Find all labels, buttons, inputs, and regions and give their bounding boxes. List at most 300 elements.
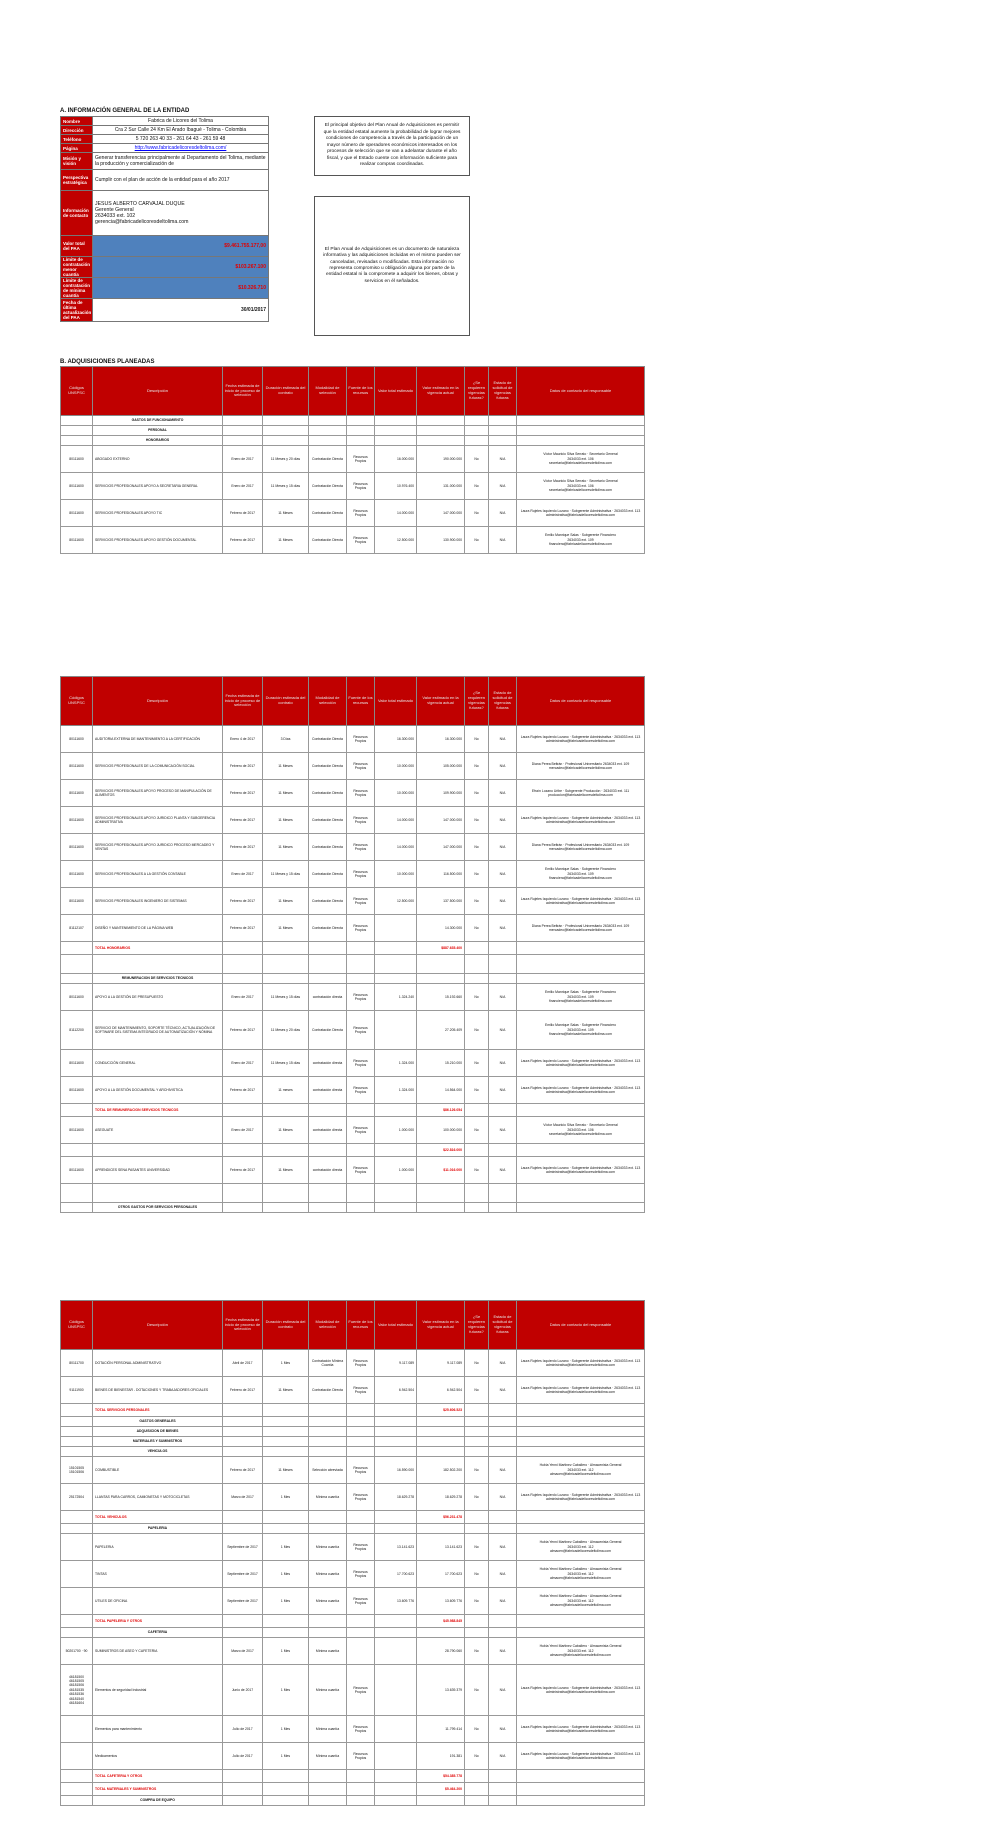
future-vigencias: No [465, 780, 489, 807]
vigencias-status: N/A [489, 1157, 517, 1184]
blank-cell [61, 1524, 93, 1534]
blank-cell [465, 1404, 489, 1417]
future-vigencias: No [465, 726, 489, 753]
funding-source: Recursos Propios [347, 861, 375, 888]
funding-source: Recursos Propios [347, 1350, 375, 1377]
blank-cell [93, 955, 223, 974]
blank-cell [223, 942, 263, 955]
blank-cell [517, 942, 645, 955]
modality: Mínima cuantía [309, 1716, 347, 1743]
blank-cell [417, 1437, 465, 1447]
current-value: 109.900.000 [417, 780, 465, 807]
blank-cell [223, 1144, 263, 1157]
duration: 11 meses [263, 1077, 309, 1104]
description: SERVICIOS PROFESIONALES A LA GESTIÓN CONTABLE [93, 861, 223, 888]
description: PAPELERIA [93, 1534, 223, 1561]
blank-cell [263, 974, 309, 984]
blank-cell [417, 1796, 465, 1806]
info-label: Perspectiva estratégica [61, 170, 93, 191]
blank-cell [223, 1524, 263, 1534]
total-label [93, 1144, 223, 1157]
total-value: $86.126.054 [417, 1104, 465, 1117]
start-date: Febrero de 2017 [223, 1157, 263, 1184]
start-date: Enero de 2017 [223, 473, 263, 500]
blank-cell [517, 1427, 645, 1437]
blank-cell [347, 1511, 375, 1524]
acquisition-row [61, 726, 645, 753]
vigencias-status: N/A [489, 473, 517, 500]
info-row [61, 135, 269, 144]
duration: 11 Meses y 15 días [263, 984, 309, 1011]
blank-cell [489, 1770, 517, 1783]
unspsc-code: 80111600 [61, 807, 93, 834]
blank-cell [223, 1783, 263, 1796]
blank-cell [263, 426, 309, 436]
blank-cell [263, 1417, 309, 1427]
blank-cell [309, 1783, 347, 1796]
duration: 11 Meses y 15 días [263, 473, 309, 500]
start-date: Enero 4 de 2017 [223, 726, 263, 753]
blank-cell [517, 1447, 645, 1457]
current-value: 16.300.000 [417, 726, 465, 753]
funding-source: Recursos Propios [347, 726, 375, 753]
blank-cell [61, 1796, 93, 1806]
current-value: 100.000.000 [417, 1117, 465, 1144]
start-date: Septiembre de 2017 [223, 1534, 263, 1561]
blank-cell [223, 1511, 263, 1524]
blank-cell [61, 1104, 93, 1117]
blank-cell [263, 1437, 309, 1447]
acquisition-row [61, 527, 645, 554]
blank-cell [347, 1524, 375, 1534]
blank-cell [465, 1447, 489, 1457]
table-header [61, 1301, 645, 1350]
funding-source: Recursos Propios [347, 1484, 375, 1511]
total-value: 1.000.000 [375, 1117, 417, 1144]
blank-cell [375, 416, 417, 426]
total-value: 12.500.000 [375, 527, 417, 554]
start-date: Febrero de 2017 [223, 888, 263, 915]
blank-cell [347, 974, 375, 984]
funding-source: Recursos Propios [347, 780, 375, 807]
blank-cell [517, 1203, 645, 1213]
funding-source: Recursos Propios [347, 1377, 375, 1404]
acquisition-row [61, 500, 645, 527]
column-header: Fecha estimada de inicio de proceso de selección [223, 677, 263, 726]
subheading-label: ADQUISICION DE BIENES [93, 1427, 223, 1437]
blank-cell [223, 1796, 263, 1806]
modality: Mínima cuantía [309, 1743, 347, 1770]
modality: contratación directa [309, 1050, 347, 1077]
blank-cell [517, 1404, 645, 1417]
acquisition-row [61, 1561, 645, 1588]
blank-cell [465, 1615, 489, 1628]
info-row [61, 299, 269, 322]
column-header: Datos de contacto del responsable [517, 677, 645, 726]
blank-cell [347, 426, 375, 436]
blank-cell [517, 1184, 645, 1203]
blank-cell [417, 426, 465, 436]
modality: Contratación Directa [309, 834, 347, 861]
total-row [61, 1783, 645, 1796]
description: SERVICIOS PROFESIONALES APOYO TIC [93, 500, 223, 527]
funding-source: Recursos Propios [347, 915, 375, 942]
total-value: 14.000.000 [375, 500, 417, 527]
blank-cell [263, 1203, 309, 1213]
blank-cell [223, 1770, 263, 1783]
funding-source: Recursos Propios [347, 1050, 375, 1077]
future-vigencias: No [465, 527, 489, 554]
acquisition-row [61, 1011, 645, 1050]
info-value[interactable]: http://www.fabricadelicoresdeltolima.com/ [93, 144, 269, 153]
blank-cell [61, 1144, 93, 1157]
funding-source: Recursos Propios [347, 807, 375, 834]
modality: Mínima cuantía [309, 1588, 347, 1615]
blank-cell [517, 416, 645, 426]
total-value: 1.000.000 [375, 1157, 417, 1184]
acquisition-row [61, 861, 645, 888]
column-header: Valor total estimado [375, 367, 417, 416]
unspsc-code: 81112107 [61, 915, 93, 942]
total-label: TOTAL VEHICULOS [93, 1511, 223, 1524]
acquisitions-table-1 [60, 366, 645, 554]
blank-cell [517, 1144, 645, 1157]
duration: 11 Meses [263, 1457, 309, 1484]
blank-cell [223, 1417, 263, 1427]
total-row [61, 942, 645, 955]
modality: Contratación Directa [309, 861, 347, 888]
unspsc-code: 80111600 [61, 726, 93, 753]
blank-cell [417, 1447, 465, 1457]
info-value: Cra 2 Sur Calle 24 Km El Arado Ibagué - Tolima - Colombia [93, 126, 269, 135]
blank-cell [263, 1524, 309, 1534]
info-row [61, 278, 269, 299]
blank-cell [489, 1203, 517, 1213]
contact: Emilio Manrique Salas · Subgerente Financiero 2634033 ext. 109 financiera@fabricadelicoresdeltolima.com [517, 1011, 645, 1050]
total-value: $56.231.478 [417, 1511, 465, 1524]
blank-cell [309, 1770, 347, 1783]
blank-cell [347, 942, 375, 955]
duration: 11 Meses y 15 días [263, 1050, 309, 1077]
acquisition-row [61, 1050, 645, 1077]
vigencias-status: N/A [489, 1077, 517, 1104]
blank-cell [347, 1184, 375, 1203]
blank-cell [61, 1447, 93, 1457]
column-header: Códigos UNSPSC [61, 1301, 93, 1350]
modality: Contratación Directa [309, 915, 347, 942]
blank-cell [465, 1796, 489, 1806]
subheading-label: OTROS GASTOS POR SERVICIOS PERSONALES [93, 1203, 223, 1213]
modality: Mínima cuantía [309, 1665, 347, 1716]
funding-source: Recursos Propios [347, 1534, 375, 1561]
subheading-row [61, 436, 645, 446]
total-label: TOTAL MATERIALES Y SUMINISTROS [93, 1783, 223, 1796]
current-value: $11.016.000 [417, 1157, 465, 1184]
blank-cell [375, 1511, 417, 1524]
blank-cell [375, 1783, 417, 1796]
funding-source: Recursos Propios [347, 1157, 375, 1184]
info-label: Fecha de última actualización del PAA [61, 299, 93, 322]
blank-cell [417, 1524, 465, 1534]
info-label: Límite de contratación de mínima cuantía [61, 278, 93, 299]
duration: 1 Mes [263, 1588, 309, 1615]
blank-cell [489, 1417, 517, 1427]
blank-cell [517, 1417, 645, 1427]
contact: Laura Rujeles Izquierdo Lozano · Subgerente Administrativa · 2634033 ext. 113 administrativa@fabricadelicoresdeltolima.com [517, 1050, 645, 1077]
blank-cell [465, 1203, 489, 1213]
total-label: TOTAL DE REMUNERACION SERVICIOS TECNICOS [93, 1104, 223, 1117]
description: APOYO A LA GESTIÓN DOCUMENTAL Y ARCHIVISTICA [93, 1077, 223, 1104]
blank-cell [309, 1427, 347, 1437]
start-date: Abril de 2017 [223, 1350, 263, 1377]
total-value: 13.609.776 [375, 1588, 417, 1615]
vigencias-status: N/A [489, 527, 517, 554]
vigencias-status: N/A [489, 984, 517, 1011]
blank-cell [489, 1511, 517, 1524]
blank-cell [309, 1184, 347, 1203]
subheading-label: MATERIALES Y SUMINISTROS [93, 1437, 223, 1447]
modality: Contratación Directa [309, 807, 347, 834]
start-date: Febrero de 2017 [223, 807, 263, 834]
table-header [61, 677, 645, 726]
blank-cell [465, 1524, 489, 1534]
unspsc-code: 80111700 [61, 1350, 93, 1377]
subheading-row [61, 1796, 645, 1806]
blank-cell [223, 1104, 263, 1117]
blank-cell [347, 1437, 375, 1447]
acquisition-row [61, 915, 645, 942]
blank-cell [61, 1770, 93, 1783]
info-value: $103.267.100 [93, 257, 269, 278]
subheading-label: GASTOS GENERALES [93, 1417, 223, 1427]
blank-cell [465, 1427, 489, 1437]
blank-cell [347, 1783, 375, 1796]
blank-cell [517, 974, 645, 984]
info-row [61, 170, 269, 191]
vigencias-status: N/A [489, 1534, 517, 1561]
duration: 11 Meses [263, 1377, 309, 1404]
blank-cell [465, 1437, 489, 1447]
blank-cell [347, 1104, 375, 1117]
funding-source: Recursos Propios [347, 1077, 375, 1104]
duration: 1 Mes [263, 1716, 309, 1743]
total-value: 16.300.000 [375, 726, 417, 753]
description: APOYO A LA GESTIÓN DE PRESUPUESTO [93, 984, 223, 1011]
vigencias-status: N/A [489, 500, 517, 527]
blank-cell [263, 1404, 309, 1417]
blank-cell [61, 426, 93, 436]
column-header: Modalidad de selección [309, 1301, 347, 1350]
description: LLANTAS PARA CARROS, CAMIONETAS Y MOTOCICLETAS [93, 1484, 223, 1511]
column-header: Valor estimado en la vigencia actual [417, 677, 465, 726]
total-value [375, 1011, 417, 1050]
unspsc-code: 80111600 [61, 780, 93, 807]
contact: Hubia Yenni Martinez Caballero · Almacenista General 2634033 ext. 112 almacen@fabricadelicoresdeltolima.com [517, 1457, 645, 1484]
blank-cell [489, 1796, 517, 1806]
blank-cell [61, 1628, 93, 1638]
column-header: Fecha estimada de inicio de proceso de selección [223, 1301, 263, 1350]
unspsc-code: 80111600 [61, 984, 93, 1011]
blank-cell [465, 1184, 489, 1203]
acquisition-row [61, 807, 645, 834]
blank-cell [465, 974, 489, 984]
total-label: TOTAL CAFETERIA Y OTROS [93, 1770, 223, 1783]
acquisition-row [61, 1077, 645, 1104]
start-date: Febrero de 2017 [223, 915, 263, 942]
current-value: 6.942.504 [417, 1377, 465, 1404]
modality: contratación directa [309, 984, 347, 1011]
blank-cell [375, 426, 417, 436]
subheading-row [61, 426, 645, 436]
future-vigencias: No [465, 473, 489, 500]
blank-cell [223, 1184, 263, 1203]
acquisition-row [61, 834, 645, 861]
current-value: 13.141.623 [417, 1534, 465, 1561]
start-date: Junio de 2017 [223, 1665, 263, 1716]
duration: 3 Días [263, 726, 309, 753]
duration: 11 Meses [263, 834, 309, 861]
unspsc-code: 80111600 [61, 888, 93, 915]
future-vigencias: No [465, 1561, 489, 1588]
contact: Diana Perea Beltrán · Profesional Universitario 2634033 ext. 109 mercadeo@fabricadelicoresdeltolima.com [517, 753, 645, 780]
description: DOTACIÓN PERSONAL ADMINISTRATIVO [93, 1350, 223, 1377]
acquisition-row [61, 1117, 645, 1144]
column-header: Datos de contacto del responsable [517, 1301, 645, 1350]
contact: Laura Rujeles Izquierdo Lozano · Subgerente Administrativa · 2634033 ext. 113 administrativa@fabricadelicoresdeltolima.com [517, 1077, 645, 1104]
blank-cell [309, 1447, 347, 1457]
future-vigencias: No [465, 1117, 489, 1144]
acquisition-row [61, 1588, 645, 1615]
funding-source: Recursos Propios [347, 1716, 375, 1743]
vigencias-status: N/A [489, 1050, 517, 1077]
blank-cell [61, 1404, 93, 1417]
future-vigencias: No [465, 1157, 489, 1184]
vigencias-status: N/A [489, 1588, 517, 1615]
funding-source: Recursos Propios [347, 500, 375, 527]
subheading-label: REMUNERACION DE SERVICIOS TECNICOS [93, 974, 223, 984]
future-vigencias: No [465, 1077, 489, 1104]
funding-source: Recursos Propios [347, 1588, 375, 1615]
vigencias-status: N/A [489, 1743, 517, 1770]
column-header: Estado de solicitud de vigencias futuras [489, 677, 517, 726]
column-header: ¿Se requieren vigencias futuras? [465, 677, 489, 726]
funding-source: Recursos Propios [347, 753, 375, 780]
description: SERVICIOS PROFESIONALES DE LA COMUNICACIÓN SOCIAL [93, 753, 223, 780]
blank-cell [489, 1404, 517, 1417]
description: ABOGADO EXTERNO [93, 446, 223, 473]
current-value: 9.117.089 [417, 1350, 465, 1377]
blank-cell [489, 436, 517, 446]
blank-cell [263, 1184, 309, 1203]
start-date: Febrero de 2017 [223, 834, 263, 861]
info-value: 5 720 263 40 33 - 261 64 43 - 261 59 48 [93, 135, 269, 144]
start-date: Enero de 2017 [223, 1117, 263, 1144]
acquisition-row [61, 888, 645, 915]
current-value: 11.799.414 [417, 1716, 465, 1743]
vigencias-status: N/A [489, 834, 517, 861]
blank-cell [465, 1511, 489, 1524]
current-value: 137.500.000 [417, 888, 465, 915]
blank-cell [517, 1796, 645, 1806]
current-value: 14.300.000 [417, 915, 465, 942]
total-value [375, 1743, 417, 1770]
paa-disclaimer-note: El Plan Anual de Adquisiciones es un documento de naturaleza informativa y las adquisiciones incluidas en el mismo pueden ser canceladas, revisadas o modificadas. Esta información no representa compromiso u obligación alguna por parte de la entidad estatal ni la compromete a adquirir los bienes, obras y servicios en él señalados. [314, 196, 470, 336]
future-vigencias: No [465, 1484, 489, 1511]
blank-cell [309, 1524, 347, 1534]
blank-cell [347, 1404, 375, 1417]
unspsc-code [61, 1588, 93, 1615]
total-row [61, 1404, 645, 1417]
blank-cell [263, 416, 309, 426]
current-value: 191.381 [417, 1743, 465, 1770]
funding-source: Recursos Propios [347, 446, 375, 473]
funding-source: Recursos Propios [347, 1561, 375, 1588]
vigencias-status: N/A [489, 753, 517, 780]
vigencias-status: N/A [489, 726, 517, 753]
duration: 11 Meses y 20 días [263, 446, 309, 473]
contact: Efraín Lozano Uribe · Subgerente Producción · 2634033 ext. 111 produccion@fabricadelicoresdeltolima.com [517, 780, 645, 807]
start-date: Julio de 2017 [223, 1716, 263, 1743]
blank-cell [417, 416, 465, 426]
future-vigencias: No [465, 888, 489, 915]
future-vigencias: No [465, 753, 489, 780]
blank-cell [465, 416, 489, 426]
contact: Laura Rujeles Izquierdo Lozano · Subgerente Administrativa · 2634033 ext. 113 administrativa@fabricadelicoresdeltolima.com [517, 726, 645, 753]
blank-cell [489, 426, 517, 436]
start-date: Enero de 2017 [223, 1050, 263, 1077]
column-header: Fuente de los recursos [347, 1301, 375, 1350]
contact: Emilio Manrique Salas · Subgerente Financiero 2634033 ext. 109 financiera@fabricadelicoresdeltolima.com [517, 984, 645, 1011]
vigencias-status: N/A [489, 861, 517, 888]
blank-cell [263, 955, 309, 974]
info-value: 30/01/2017 [93, 299, 269, 322]
subheading-row [61, 416, 645, 426]
info-row [61, 191, 269, 236]
blank-cell [375, 1144, 417, 1157]
vigencias-status: N/A [489, 1638, 517, 1665]
blank-cell [309, 1104, 347, 1117]
blank-cell [61, 416, 93, 426]
column-header: Modalidad de selección [309, 367, 347, 416]
total-value: 12.500.000 [375, 888, 417, 915]
blank-cell [517, 436, 645, 446]
duration: 11 Meses [263, 1117, 309, 1144]
blank-cell [309, 1628, 347, 1638]
column-header: Duración estimada del contrato [263, 1301, 309, 1350]
description: AUDITORIA EXTERNA DE MANTENIMIENTO A LA CERTIFICACIÓN [93, 726, 223, 753]
funding-source [347, 1638, 375, 1665]
blank-cell [489, 942, 517, 955]
blank-cell [347, 1417, 375, 1427]
column-header: Estado de solicitud de vigencias futuras [489, 1301, 517, 1350]
blank-cell [309, 1417, 347, 1427]
total-value: $887.635.400 [417, 942, 465, 955]
blank-cell [223, 426, 263, 436]
blank-cell [517, 1628, 645, 1638]
vigencias-status: N/A [489, 1457, 517, 1484]
blank-cell [489, 1144, 517, 1157]
info-label: Misión y visión [61, 153, 93, 170]
total-value: 9.117.089 [375, 1350, 417, 1377]
blank-cell [263, 942, 309, 955]
blank-cell [465, 1628, 489, 1638]
vigencias-status: N/A [489, 1011, 517, 1050]
blank-cell [263, 1628, 309, 1638]
blank-cell [61, 1184, 93, 1203]
future-vigencias: No [465, 1665, 489, 1716]
blank-cell [465, 942, 489, 955]
current-value: 14.564.000 [417, 1077, 465, 1104]
